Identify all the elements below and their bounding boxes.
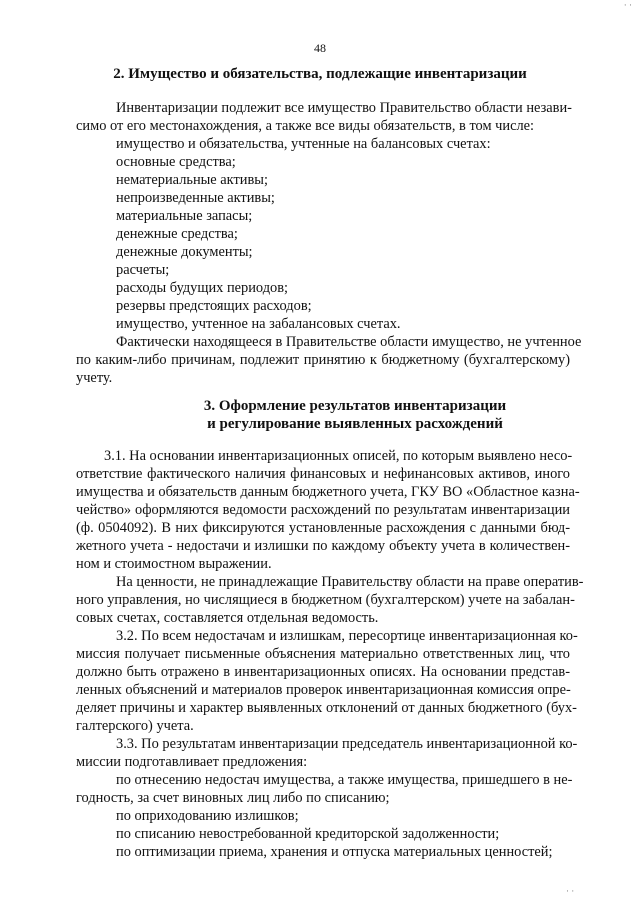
list-item: денежные документы; — [116, 244, 253, 260]
proposal-item: по оптимизации приема, хранения и отпуска материальных ценностей; — [116, 844, 553, 860]
paragraph-values-line: На ценности, не принадлежащие Правительству области на праве оператив- — [116, 574, 584, 590]
list-item: имущество, учтенное на забалансовых счетах. — [116, 316, 401, 332]
list-item: расходы будущих периодов; — [116, 280, 289, 296]
list-item: материальные запасы; — [116, 208, 253, 224]
section-3-heading: и регулирование выявленных расхождений — [207, 416, 503, 432]
paragraph-3-2-line: должно быть отражено в инвентаризационных описях. На основании представ- — [76, 664, 570, 680]
paragraph-3-1-line: (ф. 0504092). В них фиксируются установленные расхождения с данными бюд- — [76, 520, 570, 536]
paragraph-3-1-line: 3.1. На основании инвентаризационных описей, по которым выявлено несо- — [104, 448, 573, 464]
paragraph-3-2-line: деляет причины и характер выявленных отклонений от данных бюджетного (бух- — [76, 700, 577, 716]
section-3-heading: 3. Оформление результатов инвентаризации — [203, 398, 507, 414]
list-item: нематериальные активы; — [116, 172, 268, 188]
scan-mark-bottom: · · — [566, 886, 575, 896]
proposal-item: по списанию невостребованной кредиторской задолженности; — [116, 826, 500, 842]
section-2-intro-line: Инвентаризации подлежит все имущество Правительство области незави- — [116, 100, 572, 116]
section-2-closing-line: по каким-либо причинам, подлежит принятию к бюджетному (бухгалтерскому) — [76, 352, 570, 368]
paragraph-3-1-line: ном и стоимостном выражении. — [76, 556, 272, 572]
paragraph-3-1-line: имущества и обязательств данным бюджетного учета, ГКУ ВО «Областное казна- — [76, 484, 580, 500]
list-item: расчеты; — [116, 262, 170, 278]
list-item: непроизведенные активы; — [116, 190, 275, 206]
section-2-closing-line: учету. — [76, 370, 113, 386]
page-number: 48 — [314, 41, 326, 55]
list-item: денежные средства; — [116, 226, 238, 242]
paragraph-3-3-line: миссии подготавливает предложения: — [76, 754, 308, 770]
section-2-heading: 2. Имущество и обязательства, подлежащие инвентаризации — [113, 66, 527, 82]
paragraph-3-2-line: галтерского) учета. — [76, 718, 194, 734]
section-2-closing-line: Фактически находящееся в Правительстве области имущество, не учтенное — [116, 334, 582, 350]
paragraph-values-line: совых счетах, составляется отдельная ведомость. — [76, 610, 379, 626]
list-item: имущество и обязательства, учтенные на балансовых счетах: — [116, 136, 491, 152]
paragraph-3-2-line: ленных объяснений и материалов проверок инвентаризационная комиссия опре- — [76, 682, 571, 698]
paragraph-3-1-line: чейство» оформляются ведомости расхождений по результатам инвентаризации — [76, 502, 570, 518]
paragraph-3-3-line: 3.3. По результатам инвентаризации председатель инвентаризационной ко- — [116, 736, 578, 752]
proposal-item: по отнесению недостач имущества, а также имущества, пришедшего в не- — [116, 772, 573, 788]
paragraph-3-2-line: 3.2. По всем недостачам и излишкам, пересортице инвентаризационная ко- — [116, 628, 578, 644]
scan-mark-top: · · — [623, 0, 632, 10]
proposal-item: по оприходованию излишков; — [116, 808, 299, 824]
list-item: резервы предстоящих расходов; — [116, 298, 312, 314]
paragraph-3-1-line: ответствие фактического наличия финансовых и нефинансовых активов, иного — [76, 466, 570, 482]
list-item: основные средства; — [116, 154, 236, 170]
paragraph-3-1-line: жетного учета - недостачи и излишки по каждому объекту учета в количествен- — [76, 538, 570, 554]
paragraph-values-line: ного управления, но числящиеся в бюджетном (бухгалтерском) учете на забалан- — [76, 592, 575, 608]
paragraph-3-2-line: миссия получает письменные объяснения материально ответственных лиц, что — [76, 646, 570, 662]
proposal-item: годность, за счет виновных лиц либо по списанию; — [76, 790, 390, 806]
section-2-intro-line: симо от его местонахождения, а также все виды обязательств, в том числе: — [76, 118, 535, 134]
